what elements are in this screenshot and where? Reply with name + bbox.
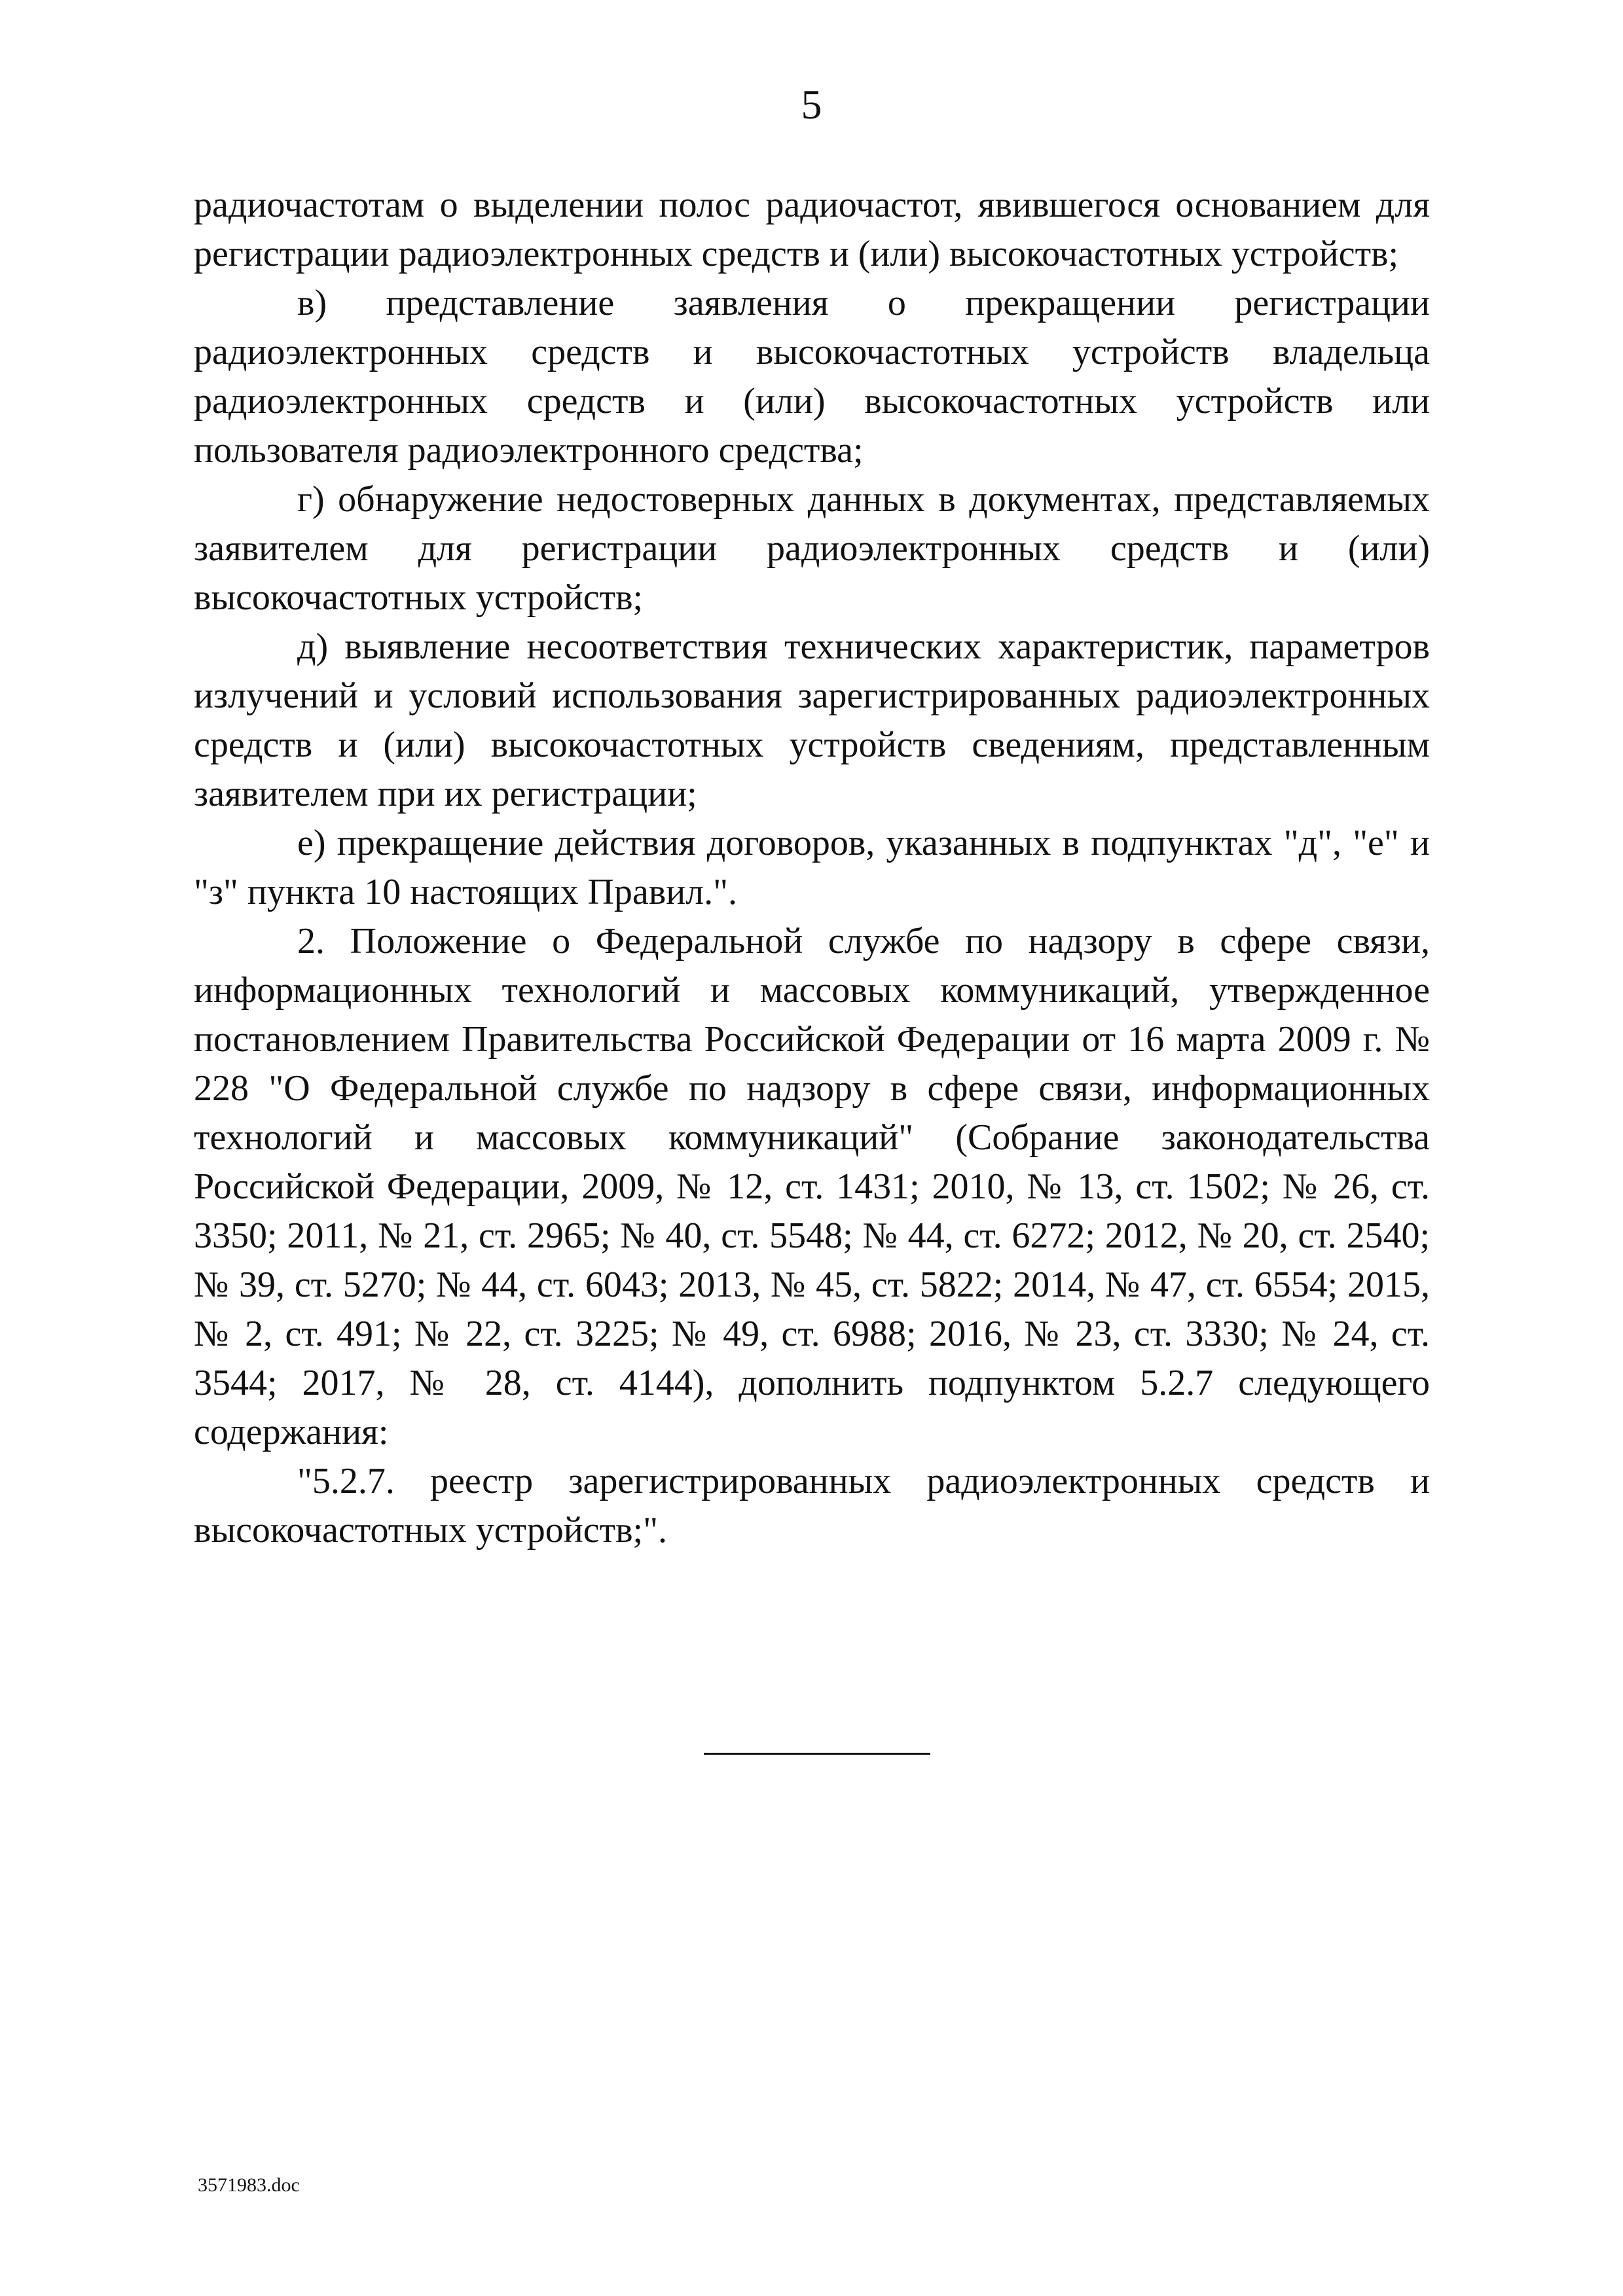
end-separator-line [704,1753,930,1755]
paragraph-item-d: д) выявление несоответствия технических характеристик, параметров излучений и условий использования зарегистрированных радиоэлектронных средств и (или) высокочастотных устройств сведениям, представленным заявителем при их регистрации; [194,626,1430,814]
paragraph-item-v: в) представление заявления о прекращении регистрации радиоэлектронных средств и высокочастотных устройств владельца радиоэлектронных средств и (или) высокочастотных устройств или пользователя радиоэлектронного средства; [194,283,1430,471]
paragraph-item-g: г) обнаружение недостоверных данных в документах, представляемых заявителем для регистрации радиоэлектронных средств и (или) высокочастотных устройств; [194,479,1430,618]
paragraph-subpoint-5-2-7: "5.2.7. реестр зарегистрированных радиоэлектронных средств и высокочастотных устройств;". [194,1461,1430,1551]
footer-filename: 3571983.doc [198,2174,300,2196]
document-body [194,181,1430,1555]
paragraph-point-2: 2. Положение о Федеральной службе по надзору в сфере связи, информационных технологий и массовых коммуникаций, утвержденное постановлением Правительства Российской Федерации от 16 марта 2009 г. № 228 "О Федеральной службе по надзору в сфере связи, информационных технологий и массовых коммуникаций" (Собрание законодательства Российской Федерации, 2009, № 12, ст. 1431; 2010, № 13, ст. 1502; № 26, ст. 3350; 2011, № 21, ст. 2965; № 40, ст. 5548; № 44, ст. 6272; 2012, № 20, ст. 2540; № 39, ст. 5270; № 44, ст. 6043; 2013, № 45, ст. 5822; 2014, № 47, ст. 6554; 2015, № 2, ст. 491; № 22, ст. 3225; № 49, ст. 6988; 2016, № 23, ст. 3330; № 24, ст. 3544; 2017, № 28, ст. 4144), дополнить подпунктом 5.2.7 следующего содержания: [194,921,1430,1452]
paragraph-continuation: радиочастотам о выделении полос радиочастот, явившегося основанием для регистрации радиоэлектронных средств и (или) высокочастотных устройств; [194,185,1430,274]
paragraph-item-e: е) прекращение действия договоров, указанных в подпунктах "д", "е" и "з" пункта 10 настоящих Правил.". [194,823,1430,912]
page-number: 5 [801,81,822,128]
